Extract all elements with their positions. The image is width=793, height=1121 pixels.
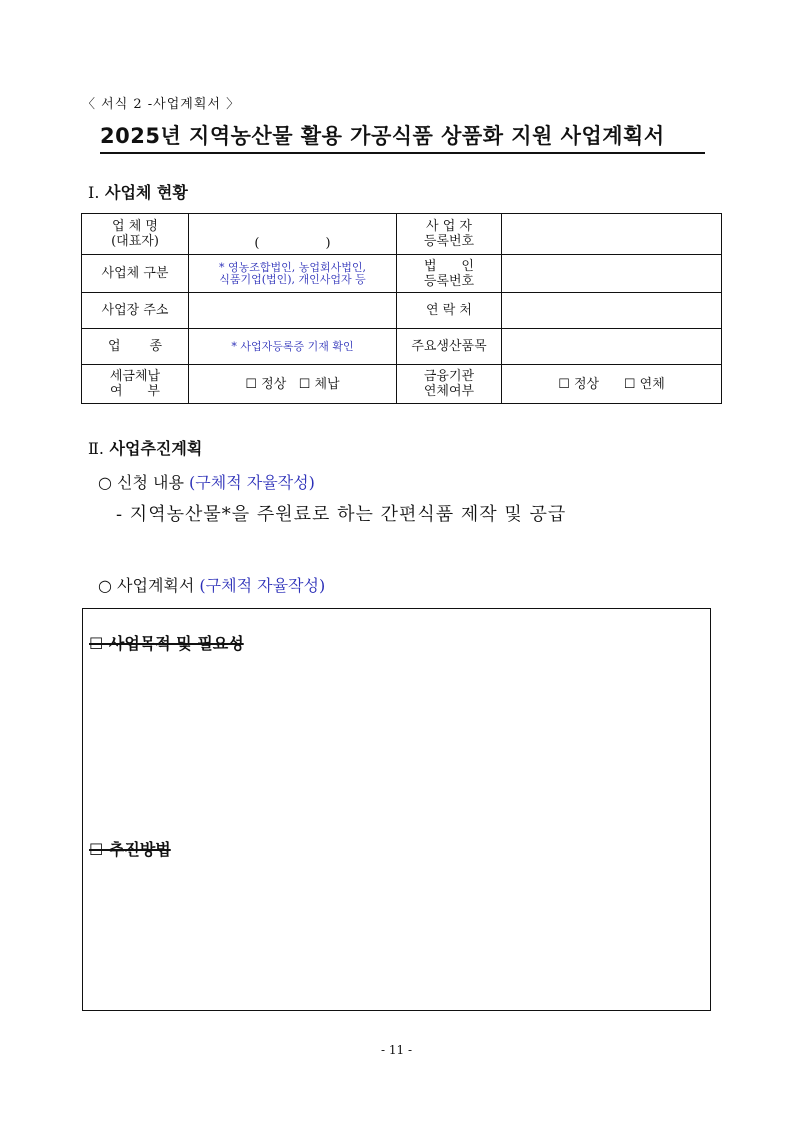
section-1-title: 사업체 현황 — [104, 183, 188, 202]
apply-item: - 지역농산물*을 주원료로 하는 간편식품 제작 및 공급 — [116, 504, 567, 525]
tax-label: 세금체납 여 부 — [82, 365, 189, 404]
plan-note: (구체적 자율작성) — [199, 576, 326, 595]
industry-field[interactable] — [189, 329, 397, 365]
section-1-heading — [88, 180, 188, 203]
contact-label: 연 락 처 — [397, 293, 502, 329]
table-row — [82, 214, 722, 255]
tax-options[interactable]: ☐ 정상 ☐ 체납 — [189, 365, 397, 404]
section-2-heading — [88, 436, 202, 459]
table-row — [82, 255, 722, 293]
form-label: 〈 서식 2 -사업계획서 〉 — [82, 97, 241, 112]
business-plan-box[interactable] — [82, 608, 711, 1011]
biz-no-label: 사 업 자 등록번호 — [397, 214, 502, 255]
page-number: - 11 - — [380, 1043, 412, 1057]
main-products-field[interactable] — [502, 329, 722, 365]
corp-no-field[interactable] — [502, 255, 722, 293]
purpose-heading: ☐ 사업목적 및 필요성 — [89, 634, 244, 653]
apply-content-label: ○ 신청 내용 — [98, 473, 190, 492]
address-label: 사업장 주소 — [82, 293, 189, 329]
address-field[interactable] — [189, 293, 397, 329]
main-products-label: 주요생산품목 — [397, 329, 502, 365]
contact-field[interactable] — [502, 293, 722, 329]
document-title: 2025년 지역농산물 활용 가공식품 상품화 지원 사업계획서 — [100, 120, 705, 154]
apply-content-line — [98, 470, 315, 493]
section-2-number: Ⅱ. — [88, 439, 104, 458]
biz-type-field[interactable] — [189, 255, 397, 293]
table-row — [82, 293, 722, 329]
representative-paren: ( ) — [254, 236, 331, 251]
corp-no-label: 법 인 등록번호 — [397, 255, 502, 293]
biz-type-note: * 영농조합법인, 농업회사법인, 식품기업(법인), 개인사업자 등 — [219, 260, 366, 286]
industry-label: 업 종 — [82, 329, 189, 365]
company-name-label: 업 체 명 (대표자) — [82, 214, 189, 255]
table-row — [82, 365, 722, 404]
table-row — [82, 329, 722, 365]
company-name-field[interactable] — [189, 214, 397, 255]
method-heading: ☐ 추진방법 — [89, 840, 171, 859]
section-2-title: 사업추진계획 — [109, 439, 203, 458]
fin-label: 금융기관 연체여부 — [397, 365, 502, 404]
plan-label: ○ 사업계획서 — [98, 576, 200, 595]
biz-type-label: 사업체 구분 — [82, 255, 189, 293]
biz-no-field[interactable] — [502, 214, 722, 255]
industry-note: * 사업자등록증 기재 확인 — [231, 340, 354, 353]
section-1-number: Ⅰ. — [88, 183, 100, 202]
apply-content-note: (구체적 자율작성) — [189, 473, 315, 492]
plan-line — [98, 573, 325, 596]
fin-options[interactable]: ☐ 정상 ☐ 연체 — [502, 365, 722, 404]
company-info-table — [81, 213, 722, 404]
